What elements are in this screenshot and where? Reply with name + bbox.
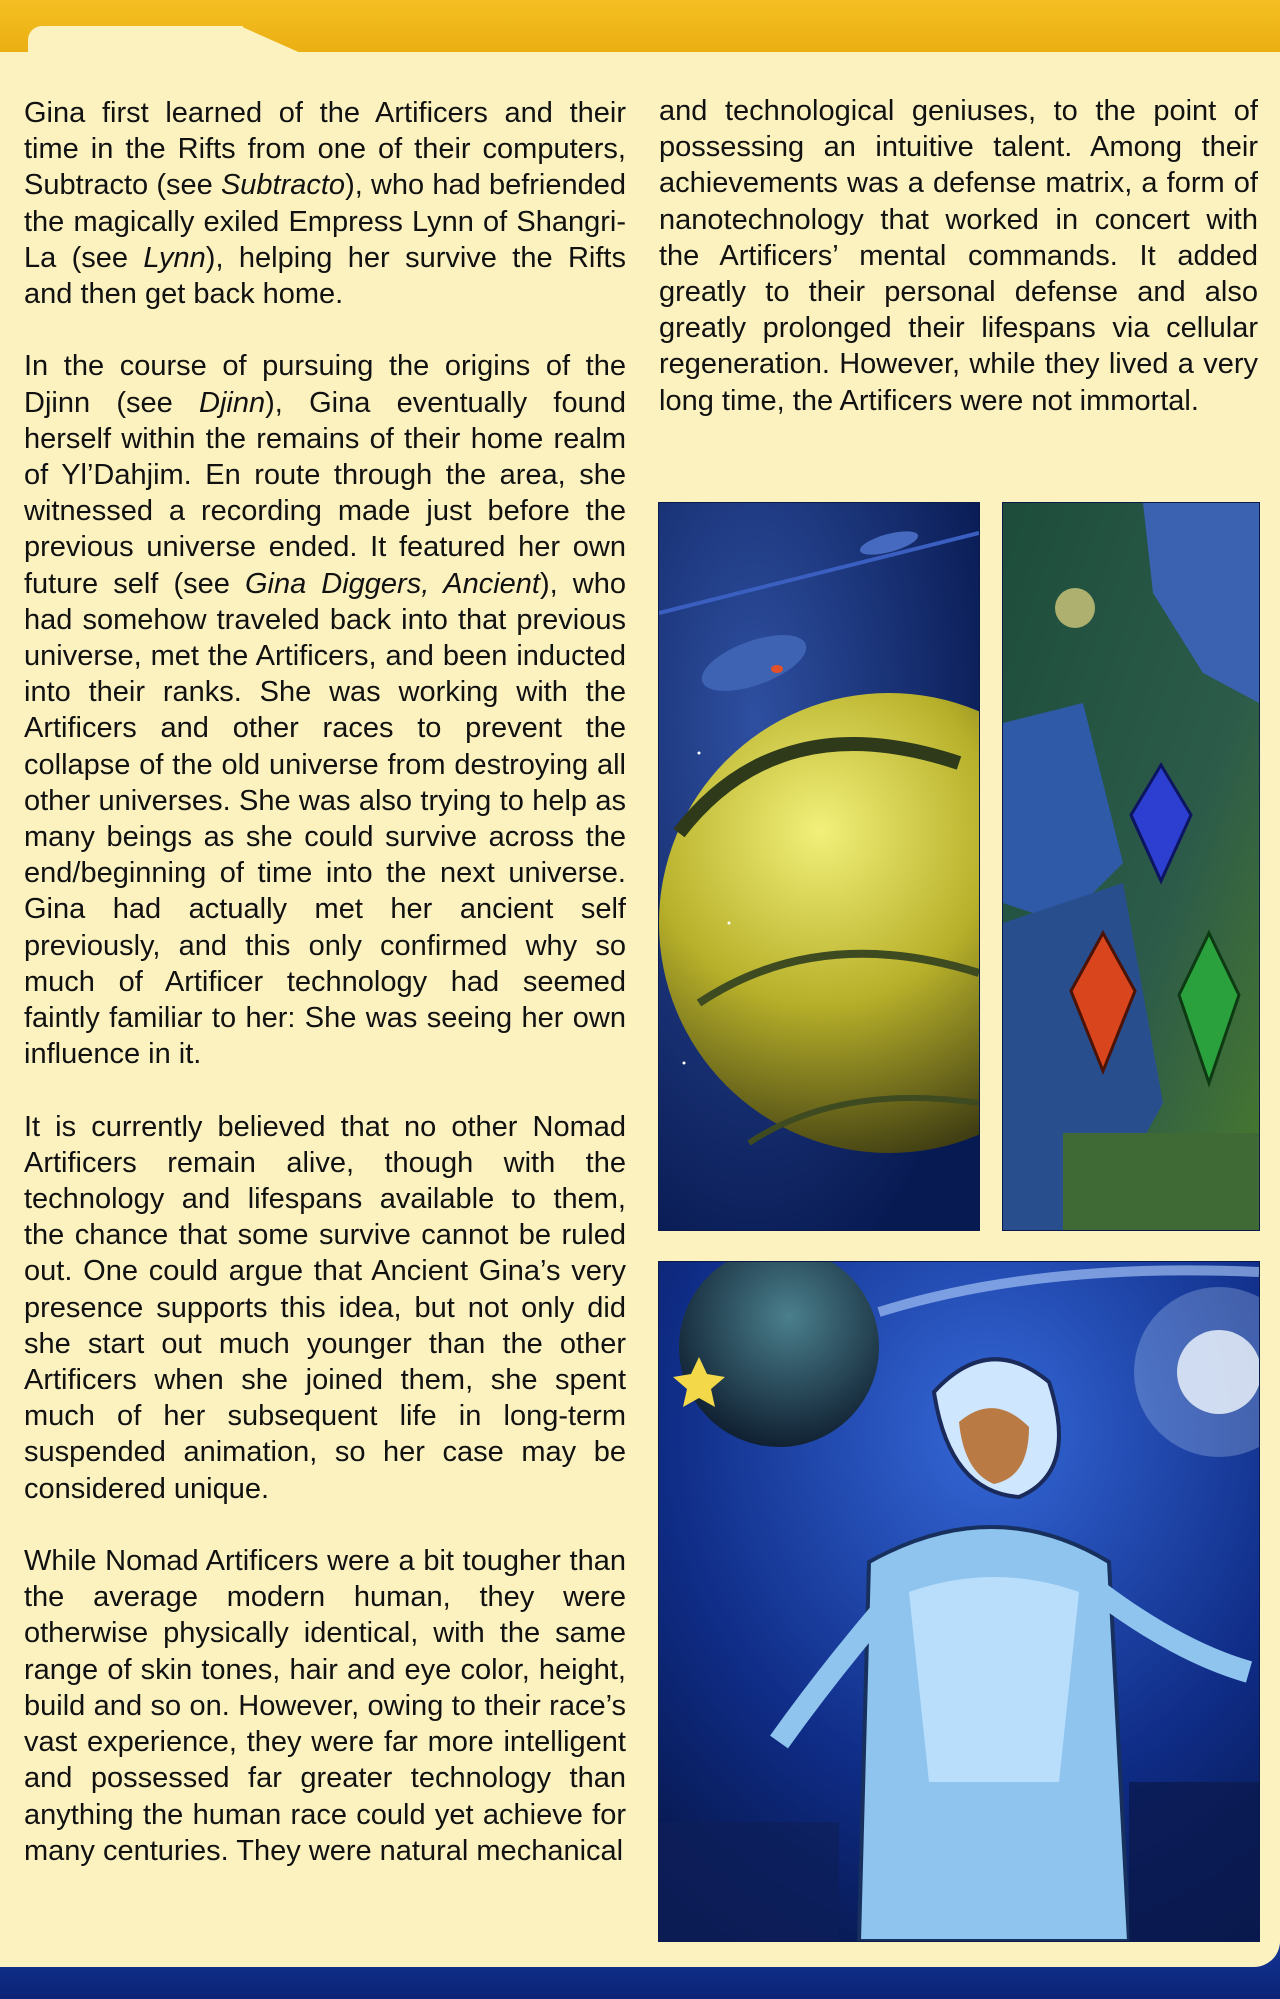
illustration-panel-planet <box>658 502 980 1231</box>
ref-djinn: Djinn <box>199 386 266 419</box>
illustration-panel-figure <box>658 1261 1260 1942</box>
paragraph-survivors: It is currently believed that no other Nomad Artificers remain alive, though with the technology and lifespans available to them, the chance that some survive cannot be ruled out. One could argue that Ancient Gina’s very presence supports this idea, but not only did she start out much younger than the other Artificers when she joined them, she spent much of her subsequent life in long-term suspended animation, so her case may be considered unique. <box>24 1110 626 1505</box>
page-tab-slope <box>240 26 330 66</box>
ref-subtracto: Subtracto <box>220 169 346 202</box>
ref-lynn: Lynn <box>143 241 206 274</box>
left-text-column <box>24 95 626 1869</box>
crystals-illustration <box>1003 503 1259 1230</box>
ref-gina-diggers-ancient: Gina Diggers, Ancient <box>244 567 540 600</box>
figure-illustration <box>659 1262 1259 1941</box>
paragraph-technology: and technological geniuses, to the point of possessing an intuitive talent. Among their achievements was a defense matrix, a form of nanotechnology that worked in concert with the Artificers’ mental commands. It added greatly to their personal defense and also greatly prolonged their lifespans via cellular regeneration. However, while they lived a very long time, the Artificers were not immortal. <box>659 95 1258 417</box>
page-tab <box>28 26 243 66</box>
paragraph-subtracto: Gina first learned of the Artificers and their time in the Rifts from one of their computers, Subtracto (see Subtracto), who had befriended the magically exiled Empress Lynn of Shangri-La (see Lynn), helping her survive the Rifts and then get back home. <box>24 97 627 311</box>
planet-illustration <box>659 503 979 1230</box>
right-text-column <box>659 93 1258 419</box>
paragraph-djinn: In the course of pursuing the origins of the Djinn (see Djinn), Gina eventually found herself within the remains of their home realm of Yl’Dahjim. En route through the area, she witnessed a recording made just before the previous universe ended. It featured her own future self (see Gina Diggers, Ancient), who had somehow traveled back into that previous universe, met the Artificers, and been inducted into their ranks. She was working with the Artificers and other races to prevent the collapse of the old universe from destroying all other universes. She was also trying to help as many beings as she could survive across the end/beginning of time into the next universe. Gina had actually met her ancient self previously, and this only confirmed why so much of Artificer technology had seemed faintly familiar to her: She was seeing her own influence in it. <box>24 350 626 1071</box>
illustration-panel-crystals <box>1002 502 1260 1231</box>
paragraph-physiology: While Nomad Artificers were a bit tougher than the average modern human, they were otherwise physically identical, with the same range of skin tones, hair and eye color, height, build and so on. However, owing to their race’s vast experience, they were far more intelligent and possessed far greater technology than anything the human race could yet achieve for many centuries. They were natural mechanical <box>24 1545 626 1867</box>
